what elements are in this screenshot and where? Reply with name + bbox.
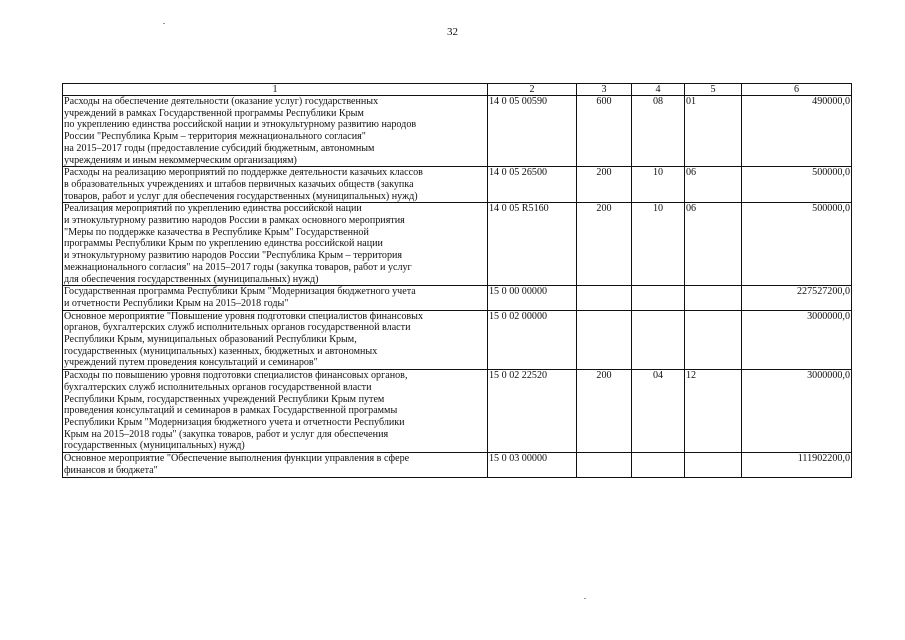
row-code: 15 0 03 00000 [488, 453, 577, 477]
table-row [63, 453, 852, 477]
scan-speck [584, 598, 586, 599]
column-header-3: 3 [577, 84, 632, 96]
row-col5: 06 [685, 203, 742, 286]
table-row [63, 96, 852, 167]
row-col3: 600 [577, 96, 632, 167]
row-col4: 04 [632, 370, 685, 453]
row-col4: 10 [632, 167, 685, 203]
row-col5: 12 [685, 370, 742, 453]
row-description: Основное мероприятие "Повышение уровня подготовки специалистов финансовых органов, бухгалтерских служб исполнительных органов государственной власти Республики Крым, муниципальных образований Республики Крым, государственных (муниципальных) казенных, бюджетных и автономных учреждений путем проведения консультаций и семинаров" [63, 310, 488, 370]
row-col5: 01 [685, 96, 742, 167]
row-code: 14 0 05 26500 [488, 167, 577, 203]
column-header-2: 2 [488, 84, 577, 96]
row-col3 [577, 286, 632, 310]
row-col5 [685, 453, 742, 477]
row-amount: 3000000,0 [742, 370, 852, 453]
column-header-1: 1 [63, 84, 488, 96]
row-amount: 500000,0 [742, 167, 852, 203]
row-col4 [632, 310, 685, 370]
page-number: 32 [447, 26, 458, 38]
column-header-5: 5 [685, 84, 742, 96]
table-row [63, 286, 852, 310]
column-number-row [63, 84, 852, 96]
row-amount: 227527200,0 [742, 286, 852, 310]
row-description: Государственная программа Республики Крым "Модернизация бюджетного учета и отчетности Республики Крым на 2015–2018 годы" [63, 286, 488, 310]
row-code: 14 0 05 00590 [488, 96, 577, 167]
row-col4 [632, 453, 685, 477]
row-description: Основное мероприятие "Обеспечение выполнения функции управления в сфере финансов и бюджета" [63, 453, 488, 477]
row-code: 15 0 02 22520 [488, 370, 577, 453]
row-description: Реализация мероприятий по укреплению единства российской нации и этнокультурному развитию народов России в рамках основного мероприятия "Меры по поддержке казачества в Республике Крым" Государственной программы Республики Крым по укреплению единства российской нации и этнокультурному развитию народов России "Республика Крым – территория межнационального согласия" на 2015–2017 годы (закупка товаров, работ и услуг для обеспечения государственных (муниципальных) нужд) [63, 203, 488, 286]
table-row [63, 167, 852, 203]
row-col4 [632, 286, 685, 310]
row-amount: 490000,0 [742, 96, 852, 167]
budget-table [62, 83, 852, 478]
row-col5: 06 [685, 167, 742, 203]
row-col3 [577, 453, 632, 477]
row-description: Расходы по повышению уровня подготовки специалистов финансовых органов, бухгалтерских служб исполнительных органов государственной власти Республики Крым, государственных учреждений Республики Крым путем проведения консультаций и семинаров в рамках Государственной программы Республики Крым "Модернизация бюджетного учета и отчетности Республики Крым на 2015–2018 годы" (закупка товаров, работ и услуг для обеспечения государственных (муниципальных) нужд) [63, 370, 488, 453]
row-amount: 3000000,0 [742, 310, 852, 370]
row-code: 14 0 05 R5160 [488, 203, 577, 286]
column-header-6: 6 [742, 84, 852, 96]
row-col3: 200 [577, 167, 632, 203]
row-col5 [685, 286, 742, 310]
row-amount: 111902200,0 [742, 453, 852, 477]
row-col3: 200 [577, 203, 632, 286]
table-row [63, 370, 852, 453]
row-amount: 500000,0 [742, 203, 852, 286]
row-description: Расходы на обеспечение деятельности (оказание услуг) государственных учреждений в рамках Государственной программы Республики Крым по укреплению единства российской нации и этнокультурному развитию народов России "Республика Крым – территория межнационального согласия" на 2015–2017 годы (предоставление субсидий бюджетным, автономным учреждениям и иным некоммерческим организациям) [63, 96, 488, 167]
row-col4: 10 [632, 203, 685, 286]
row-col3: 200 [577, 370, 632, 453]
row-col3 [577, 310, 632, 370]
row-col4: 08 [632, 96, 685, 167]
row-col5 [685, 310, 742, 370]
table-row [63, 310, 852, 370]
scan-speck [163, 23, 165, 24]
table-row [63, 203, 852, 286]
row-code: 15 0 02 00000 [488, 310, 577, 370]
row-code: 15 0 00 00000 [488, 286, 577, 310]
column-header-4: 4 [632, 84, 685, 96]
row-description: Расходы на реализацию мероприятий по поддержке деятельности казачьих классов в образовательных учреждениях и штабов первичных казачьих обществ (закупка товаров, работ и услуг для обеспечения государственных (муниципальных) нужд) [63, 167, 488, 203]
